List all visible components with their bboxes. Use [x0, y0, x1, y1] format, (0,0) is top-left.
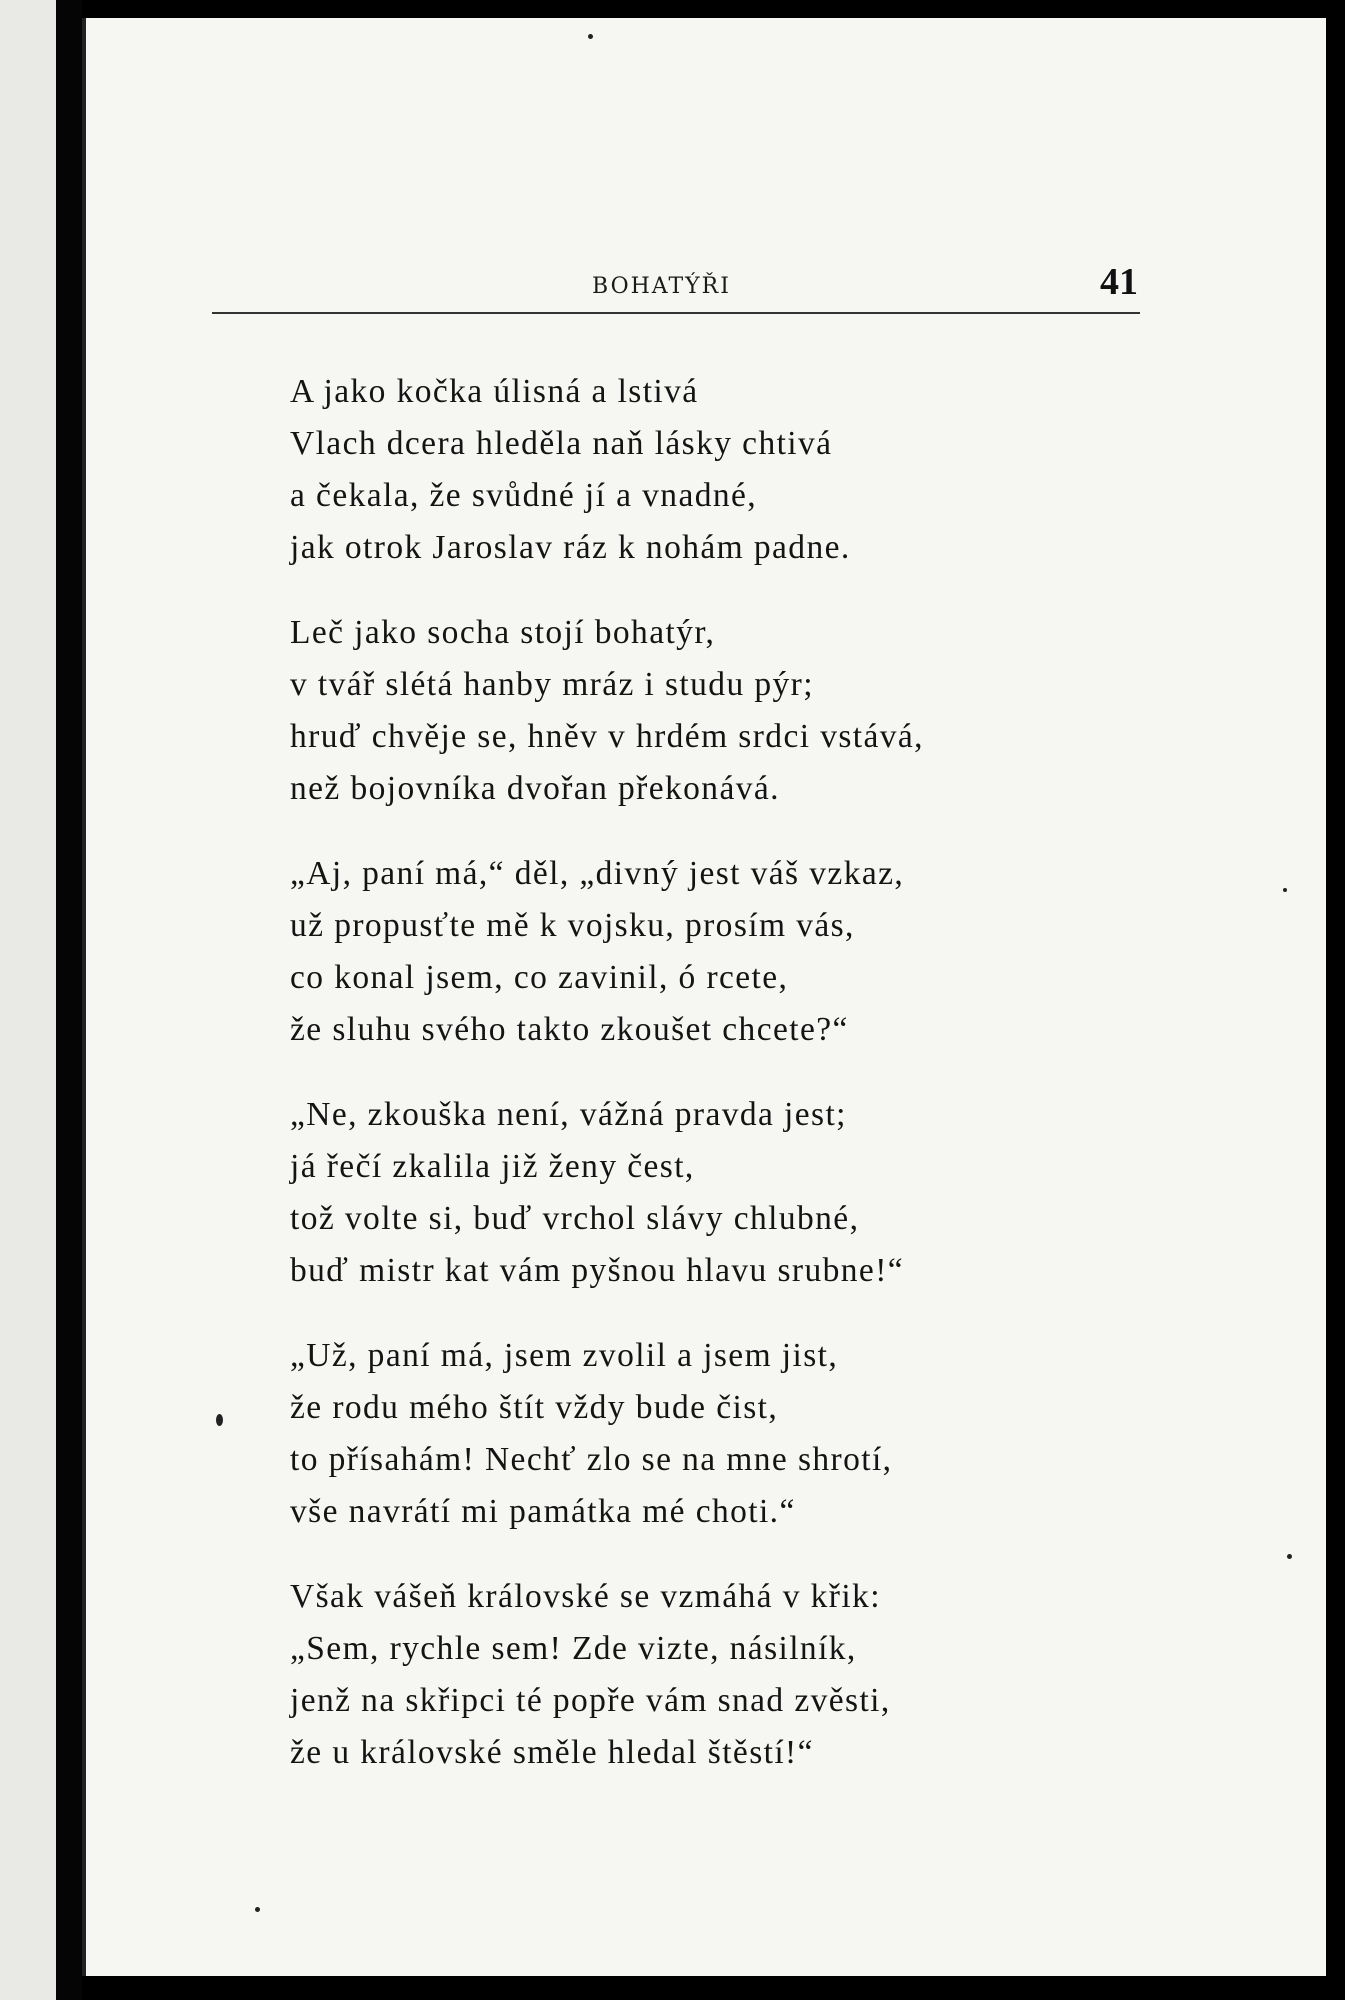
verse-line: „Aj, paní má,“ děl, „divný jest váš vzkaz,: [290, 855, 905, 892]
stanza-2: [290, 607, 1250, 815]
verse-line: vše navrátí mi památka mé choti.“: [290, 1493, 796, 1530]
ink-speck: [1283, 888, 1287, 892]
verse-line: že sluhu svého takto zkoušet chcete?“: [290, 1011, 849, 1048]
verse-line: že rodu mého štít vždy bude čist,: [290, 1389, 779, 1426]
stanza-4: [290, 1089, 1250, 1297]
verse-line: co konal jsem, co zavinil, ó rcete,: [290, 959, 789, 996]
verse-line: Leč jako socha stojí bohatýr,: [290, 614, 716, 651]
ink-speck: [1287, 1554, 1292, 1559]
verse-line: buď mistr kat vám pyšnou hlavu srubne!“: [290, 1252, 905, 1289]
verse-line: že u královské směle hledal štěstí!“: [290, 1734, 814, 1771]
poem-body: [290, 366, 1250, 1812]
ink-speck: [255, 1907, 260, 1912]
page-number: 41: [1100, 261, 1138, 303]
verse-line: A jako kočka úlisná a lstivá: [290, 373, 699, 410]
ink-speck: [588, 34, 593, 39]
stanza-5: [290, 1330, 1250, 1538]
page-gutter-shadow: [56, 0, 82, 2000]
verse-line: tož volte si, buď vrchol slávy chlubné,: [290, 1200, 860, 1237]
verse-line: už propusťte mě k vojsku, prosím vás,: [290, 907, 855, 944]
verse-line: jenž na skřipci té popře vám snad zvěsti,: [290, 1682, 891, 1719]
page-header: [212, 256, 1138, 316]
stanza-1: [290, 366, 1250, 574]
verse-line: já řečí zkalila již ženy čest,: [290, 1148, 695, 1185]
verse-line: „Ne, zkouška není, vážná pravda jest;: [290, 1096, 847, 1133]
verse-line: a čekala, že svůdné jí a vnadné,: [290, 477, 758, 514]
verse-line: Však vášeň královské se vzmáhá v křik:: [290, 1578, 881, 1615]
facing-page-margin: [0, 0, 56, 2000]
verse-line: „Sem, rychle sem! Zde vizte, násilník,: [290, 1630, 857, 1667]
verse-line: Vlach dcera hleděla naň lásky chtivá: [290, 425, 833, 462]
verse-line: než bojovníka dvořan překonává.: [290, 770, 780, 807]
running-head: BOHATÝŘI: [592, 274, 731, 299]
stanza-6: [290, 1571, 1250, 1779]
verse-line: v tvář slétá hanby mráz i studu pýr;: [290, 666, 814, 703]
verse-line: hruď chvěje se, hněv v hrdém srdci vstává,: [290, 718, 924, 755]
ink-speck: [216, 1414, 223, 1426]
header-rule: [212, 312, 1140, 314]
stanza-3: [290, 848, 1250, 1056]
verse-line: to přísahám! Nechť zlo se na mne shrotí,: [290, 1441, 893, 1478]
verse-line: jak otrok Jaroslav ráz k nohám padne.: [290, 529, 851, 566]
verse-line: „Už, paní má, jsem zvolil a jsem jist,: [290, 1337, 839, 1374]
